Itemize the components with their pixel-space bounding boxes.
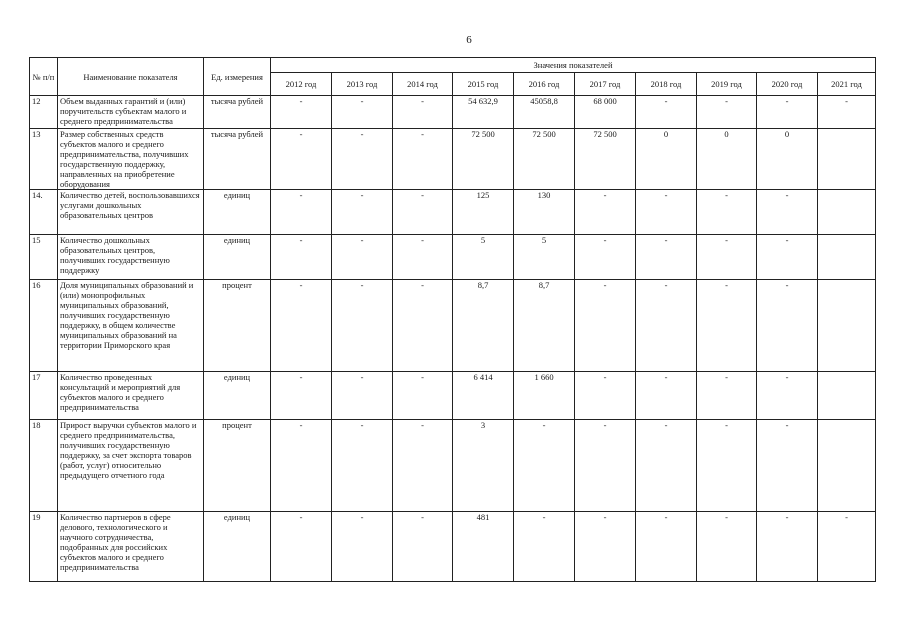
value-cell: - [757,235,818,280]
value-cell: 72 500 [453,129,514,190]
indicator-name: Доля муниципальных образований и (или) монопрофильных муниципальных образований, получивших государственную поддержку, в общем количестве муниципальных образований на территории Приморского края [58,280,204,372]
value-cell: 8,7 [514,280,575,372]
indicator-name: Количество дошкольных образовательных центров, получивших государственную поддержку [58,235,204,280]
unit-of-measure: процент [204,420,271,512]
value-cell: - [757,190,818,235]
value-cell [818,235,876,280]
value-cell: - [332,280,393,372]
value-cell: - [271,420,332,512]
value-cell: 5 [514,235,575,280]
value-cell [818,280,876,372]
value-cell: - [393,420,453,512]
header-year: 2021 год [818,73,876,96]
value-cell: - [757,280,818,372]
header-unit: Ед. измерения [204,58,271,96]
value-cell: - [697,420,757,512]
value-cell: 6 414 [453,372,514,420]
header-year: 2016 год [514,73,575,96]
unit-of-measure: единиц [204,235,271,280]
header-values-group: Значения показателей [271,58,876,73]
value-cell: - [757,420,818,512]
value-cell: - [393,512,453,582]
indicator-name: Прирост выручки субъектов малого и среднего предпринимательства, получивших государственную поддержку, за счет экспорта товаров (работ, услуг) относительно предыдущего отчетного года [58,420,204,512]
value-cell: 1 660 [514,372,575,420]
value-cell: - [636,280,697,372]
indicator-name: Количество детей, воспользовавшихся услугами дошкольных образовательных центров [58,190,204,235]
value-cell: 0 [636,129,697,190]
row-number: 17 [30,372,58,420]
value-cell: - [332,420,393,512]
value-cell: - [271,512,332,582]
value-cell: - [271,96,332,129]
value-cell: - [697,372,757,420]
value-cell [818,190,876,235]
unit-of-measure: единиц [204,190,271,235]
indicator-name: Размер собственных средств субъектов малого и среднего предпринимательства, получивших государственную поддержку, направленных на приобретение оборудования [58,129,204,190]
value-cell: - [697,96,757,129]
value-cell: 3 [453,420,514,512]
row-number: 15 [30,235,58,280]
value-cell: - [636,235,697,280]
header-year: 2018 год [636,73,697,96]
value-cell: 8,7 [453,280,514,372]
value-cell: 125 [453,190,514,235]
table-row [30,235,876,280]
value-cell: - [332,96,393,129]
value-cell: - [332,129,393,190]
value-cell: - [393,280,453,372]
value-cell: - [636,372,697,420]
row-number: 18 [30,420,58,512]
value-cell: - [332,235,393,280]
value-cell: - [757,372,818,420]
header-year: 2012 год [271,73,332,96]
value-cell: - [697,235,757,280]
value-cell: - [636,420,697,512]
value-cell: - [575,372,636,420]
value-cell: - [271,235,332,280]
row-number: 16 [30,280,58,372]
header-name: Наименование показателя [58,58,204,96]
value-cell: 45058,8 [514,96,575,129]
header-year: 2017 год [575,73,636,96]
value-cell: 0 [697,129,757,190]
value-cell [818,129,876,190]
value-cell: - [818,96,876,129]
table-body [30,96,876,582]
value-cell: - [393,96,453,129]
value-cell: - [575,420,636,512]
value-cell: - [575,190,636,235]
value-cell: - [332,372,393,420]
unit-of-measure: единиц [204,372,271,420]
value-cell: - [271,280,332,372]
indicator-name: Объем выданных гарантий и (или) поручительств субъектам малого и среднего предпринимательства [58,96,204,129]
row-number: 12 [30,96,58,129]
header-num: № п/п [30,58,58,96]
value-cell: 481 [453,512,514,582]
row-number: 19 [30,512,58,582]
table-row [30,420,876,512]
value-cell: 68 000 [575,96,636,129]
value-cell: - [393,129,453,190]
value-cell: 5 [453,235,514,280]
row-number: 14. [30,190,58,235]
indicator-name: Количество партнеров в сфере делового, технологического и научного сотрудничества, подобранных для российских субъектов малого и среднего предпринимательства [58,512,204,582]
header-year: 2019 год [697,73,757,96]
value-cell: - [636,96,697,129]
header-year: 2013 год [332,73,393,96]
header-year: 2015 год [453,73,514,96]
value-cell: - [575,235,636,280]
unit-of-measure: тысяча рублей [204,129,271,190]
value-cell: - [271,372,332,420]
value-cell: - [697,190,757,235]
table-row [30,512,876,582]
unit-of-measure: тысяча рублей [204,96,271,129]
indicator-name: Количество проведенных консультаций и мероприятий для субъектов малого и среднего предпринимательства [58,372,204,420]
value-cell: - [757,512,818,582]
table-row [30,96,876,129]
value-cell: - [575,512,636,582]
value-cell: - [332,512,393,582]
value-cell: - [393,235,453,280]
table-row [30,129,876,190]
value-cell: - [575,280,636,372]
value-cell [818,420,876,512]
page-number: 6 [466,34,472,46]
table-row [30,372,876,420]
value-cell: - [636,512,697,582]
value-cell: 72 500 [575,129,636,190]
header-year: 2014 год [393,73,453,96]
value-cell: - [514,420,575,512]
value-cell: - [514,512,575,582]
value-cell: - [636,190,697,235]
value-cell: 72 500 [514,129,575,190]
row-number: 13 [30,129,58,190]
value-cell: - [757,96,818,129]
value-cell: - [393,190,453,235]
header-year: 2020 год [757,73,818,96]
value-cell: - [393,372,453,420]
unit-of-measure: процент [204,280,271,372]
unit-of-measure: единиц [204,512,271,582]
table-row [30,280,876,372]
value-cell: - [697,280,757,372]
value-cell: - [271,190,332,235]
value-cell: 130 [514,190,575,235]
value-cell: - [818,512,876,582]
value-cell [818,372,876,420]
value-cell: - [271,129,332,190]
value-cell: - [332,190,393,235]
table-header [30,58,876,96]
table-row [30,190,876,235]
value-cell: 54 632,9 [453,96,514,129]
value-cell: 0 [757,129,818,190]
value-cell: - [697,512,757,582]
indicators-table [29,57,876,582]
